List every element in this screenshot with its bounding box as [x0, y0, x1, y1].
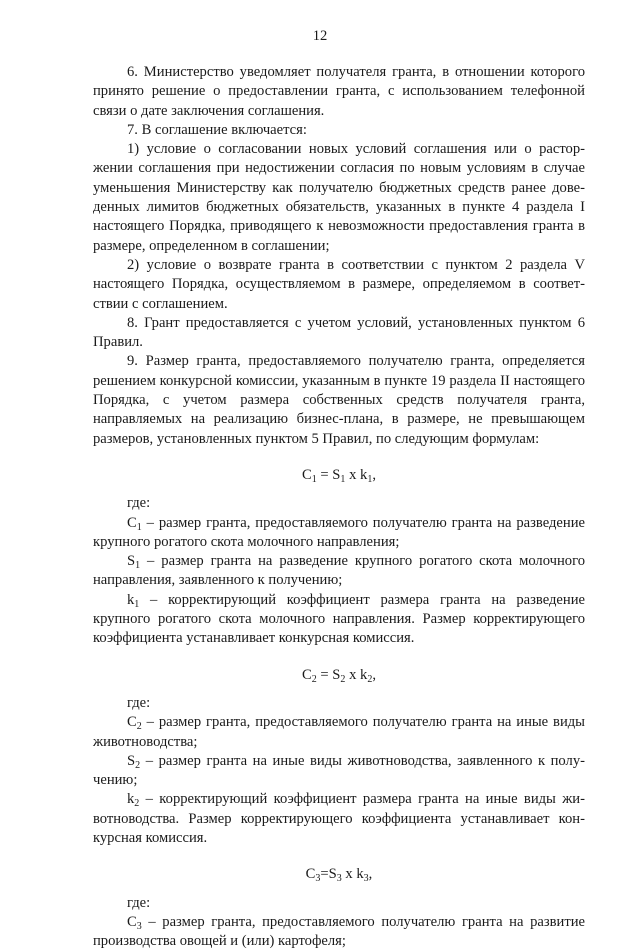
formula-2-s-sub: 2 [340, 673, 346, 685]
def-k2-sub: 2 [134, 798, 140, 810]
formula-1 [93, 466, 585, 485]
def-s1-text: – размер гранта на разведение крупного рогатого скота молочного направления, заявленного к получению; [93, 553, 585, 589]
formula-1-lhs: C [302, 466, 312, 483]
paragraph-9: 9. Размер гранта, предоставляемого получателю гранта, определяется решением конкурсной комиссии, указанным в пункте 19 раздела II настоящего Порядка, с учетом размера собственных средств получателя гранта, направляемых на реализацию бизнес-плана, в размере, не превышающем размеров, установленных пунктом 5 Правил, по следующим формулам: [93, 353, 585, 447]
formula-2-eq: = [316, 666, 333, 683]
paragraph-7-item-1: 1) условие о согласовании новых условий соглашения или о расторжении соглашения при недостижении согласия по новым условиям в случае уменьшения Министерству как получателю бюджетных средств ранее доведенных лимитов бюджетных обязательств, указанных в пункте 4 раздела I настоящего Порядка, приводящего к невозможности предоставления гранта в размере, определенном в соглашении; [93, 141, 585, 254]
formula-3-lhs: C [305, 866, 316, 883]
formula-2-lhs-sub: 2 [311, 673, 317, 685]
paragraph-8: 8. Грант предоставляется с учетом условий, установленных пунктом 6 Правил. [93, 314, 585, 351]
def-c1-text: – размер гранта, предоставляемого получателю гранта на разведение крупного рогатого скота молочного направления; [93, 514, 585, 550]
definition-k2 [93, 790, 585, 848]
formula-1-tail: , [372, 466, 376, 483]
formula-2-tail: , [372, 666, 376, 683]
formula-1-s: S [332, 466, 341, 483]
def-c3-sub: 3 [136, 920, 142, 932]
page-number: 12 [312, 28, 328, 44]
def-k1-text: – корректирующий коэффициент размера гранта на разведение крупного рогатого скота молочного направления. Размер корректирующего коэффициента устанавливает конкурсная комиссия. [93, 591, 585, 647]
formula-1-op: x [345, 466, 361, 483]
formula-3-eq: = [320, 866, 329, 883]
formula-2-op: x [345, 666, 361, 683]
paragraph-7-item-2: 2) условие о возврате гранта в соответствии с пунктом 2 раздела V настоящего Порядка, осуществляемом в размере, определяемом в соответствии с соглашением. [93, 256, 585, 312]
def-s2-text: – размер гранта на иные виды животноводства, заявленного к получению; [93, 752, 585, 789]
def-s1-symbol: S [127, 553, 136, 570]
formula-1-s-sub: 1 [340, 473, 346, 485]
formula-3-op: x [341, 866, 357, 883]
def-k1-symbol: k [127, 591, 135, 608]
formula-3-lhs-sub: 3 [315, 873, 321, 885]
def-s2-sub: 2 [135, 759, 141, 771]
where-label-2: где: [127, 694, 151, 711]
formula-1-eq: = [316, 466, 333, 483]
formula-2-k-sub: 2 [367, 673, 373, 685]
formula-2-s: S [332, 666, 341, 683]
document-body [93, 63, 585, 951]
formula-2-k: k [360, 666, 368, 683]
formula-2-lhs: C [302, 666, 312, 683]
definition-s1 [93, 552, 585, 591]
def-s2-symbol: S [127, 752, 136, 769]
def-c3-text: – размер гранта, предоставляемого получателю гранта на развитие производства овощей и (или) картофеля; [93, 913, 585, 950]
def-c2-text: – размер гранта, предоставляемого получателю гранта на иные виды животноводства; [93, 714, 585, 750]
formula-3-k: k [356, 866, 364, 883]
formula-1-lhs-sub: 1 [311, 473, 317, 485]
def-s1-sub: 1 [135, 560, 141, 572]
definition-c2 [93, 713, 585, 752]
formula-3-k-sub: 3 [363, 873, 369, 885]
formula-1-k: k [360, 466, 368, 483]
where-label-3: где: [127, 894, 151, 911]
formula-2 [93, 666, 585, 685]
where-label-1: где: [127, 495, 151, 512]
formula-3-s-sub: 3 [336, 873, 342, 885]
paragraph-6: 6. Министерство уведомляет получателя гранта, в отношении которого принято решение о предоставлении гранта, с использованием телефонной связи о дате заключения соглашения. [93, 64, 585, 119]
def-k1-sub: 1 [134, 598, 140, 610]
formula-3-s: S [328, 866, 337, 883]
def-c2-sub: 2 [136, 721, 142, 733]
formula-3-tail: , [368, 866, 373, 883]
def-c3-symbol: C [127, 913, 137, 930]
paragraph-7: 7. В соглашение включается: [127, 121, 307, 138]
def-k2-text: – корректирующий коэффициент размера гранта на иные виды животноводства. Размер корректирующего коэффициента устанавливает конкурсная комиссия. [93, 791, 585, 846]
formula-3 [93, 865, 585, 884]
definition-c3 [93, 913, 585, 951]
def-k2-symbol: k [127, 791, 135, 808]
def-c2-symbol: C [127, 714, 137, 731]
definition-c1 [93, 514, 585, 553]
formula-1-k-sub: 1 [367, 473, 373, 485]
def-c1-symbol: C [127, 514, 137, 531]
definition-s2 [93, 752, 585, 791]
definition-k1 [93, 591, 585, 649]
def-c1-sub: 1 [136, 521, 142, 533]
